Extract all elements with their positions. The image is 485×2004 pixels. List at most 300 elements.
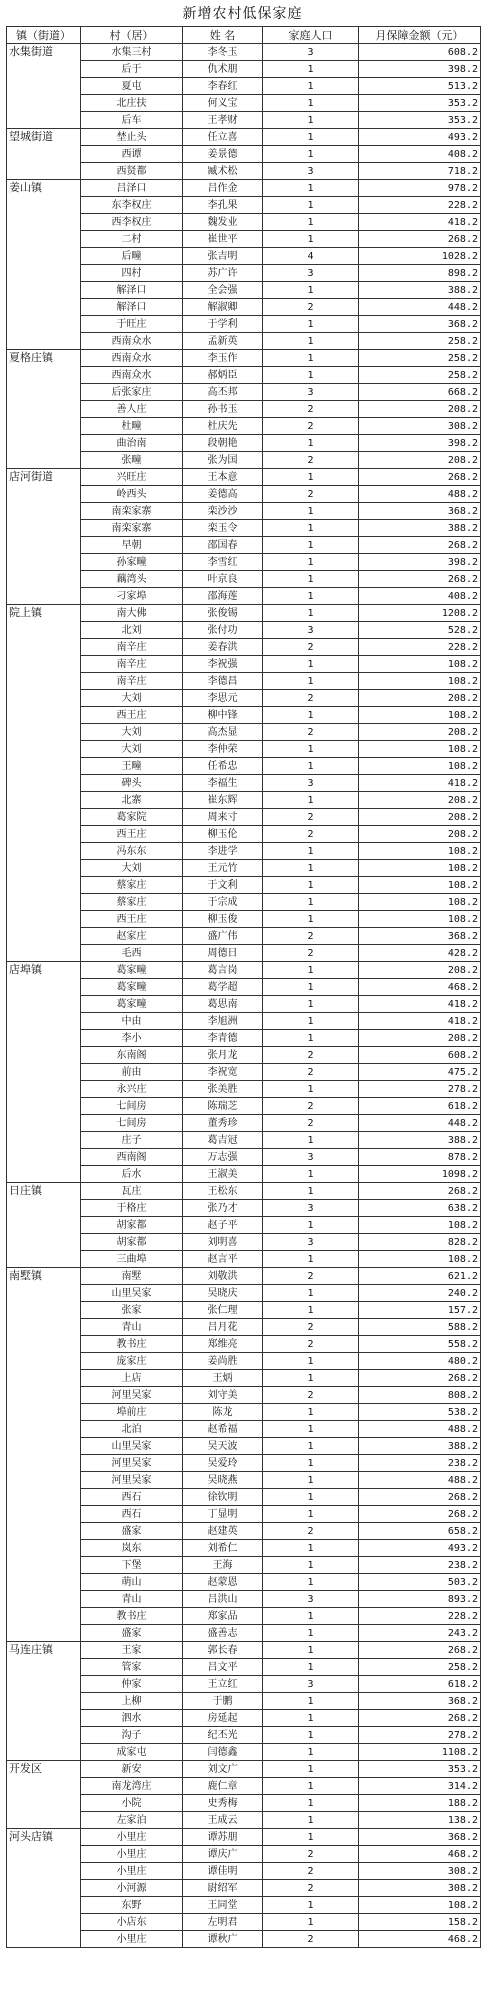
- family-size-cell: 3: [263, 1591, 359, 1608]
- village-cell: 盛家: [81, 1523, 183, 1540]
- village-cell: 后车: [81, 112, 183, 129]
- village-cell: 上店: [81, 1370, 183, 1387]
- village-cell: 河里吴家: [81, 1472, 183, 1489]
- monthly-amount-cell: 268.2: [359, 1370, 481, 1387]
- name-cell: 姜景德: [183, 146, 263, 163]
- name-cell: 王松东: [183, 1183, 263, 1200]
- name-cell: 吴晓燕: [183, 1472, 263, 1489]
- family-size-cell: 1: [263, 1455, 359, 1472]
- monthly-amount-cell: 353.2: [359, 95, 481, 112]
- monthly-amount-cell: 618.2: [359, 1676, 481, 1693]
- village-cell: 西石: [81, 1489, 183, 1506]
- village-cell: 小里庄: [81, 1863, 183, 1880]
- family-size-cell: 2: [263, 401, 359, 418]
- name-cell: 李福生: [183, 775, 263, 792]
- name-cell: 张付功: [183, 622, 263, 639]
- village-cell: 蔡家庄: [81, 894, 183, 911]
- name-cell: 王孝财: [183, 112, 263, 129]
- monthly-amount-cell: 658.2: [359, 1523, 481, 1540]
- family-size-cell: 1: [263, 1183, 359, 1200]
- village-cell: 南大佛: [81, 605, 183, 622]
- monthly-amount-cell: 108.2: [359, 758, 481, 775]
- name-cell: 徐钦明: [183, 1489, 263, 1506]
- monthly-amount-cell: 718.2: [359, 163, 481, 180]
- village-cell: 庞家庄: [81, 1353, 183, 1370]
- name-cell: 葛思南: [183, 996, 263, 1013]
- monthly-amount-cell: 368.2: [359, 1829, 481, 1846]
- family-size-cell: 1: [263, 588, 359, 605]
- monthly-amount-cell: 480.2: [359, 1353, 481, 1370]
- name-cell: 鹿仁章: [183, 1778, 263, 1795]
- family-size-cell: 1: [263, 1302, 359, 1319]
- monthly-amount-cell: 108.2: [359, 707, 481, 724]
- table-row: [7, 350, 481, 367]
- monthly-amount-cell: 513.2: [359, 78, 481, 95]
- table-row: [7, 129, 481, 146]
- village-cell: 青山: [81, 1319, 183, 1336]
- village-cell: 北庄扶: [81, 95, 183, 112]
- name-cell: 李冬玉: [183, 44, 263, 61]
- village-cell: 北寨: [81, 792, 183, 809]
- town-cell: 南墅镇: [7, 1268, 81, 1642]
- village-cell: 大刘: [81, 860, 183, 877]
- village-cell: 赵家庄: [81, 928, 183, 945]
- name-cell: 周德日: [183, 945, 263, 962]
- family-size-cell: 1: [263, 673, 359, 690]
- monthly-amount-cell: 488.2: [359, 1421, 481, 1438]
- village-cell: 东李权庄: [81, 197, 183, 214]
- name-cell: 于宗成: [183, 894, 263, 911]
- monthly-amount-cell: 1208.2: [359, 605, 481, 622]
- family-size-cell: 1: [263, 1557, 359, 1574]
- family-size-cell: 1: [263, 1506, 359, 1523]
- village-cell: 南辛庄: [81, 656, 183, 673]
- family-size-cell: 3: [263, 622, 359, 639]
- village-cell: 西贤都: [81, 163, 183, 180]
- header-family-size: 家庭人口: [263, 27, 359, 44]
- name-cell: 姜春洪: [183, 639, 263, 656]
- family-size-cell: 1: [263, 860, 359, 877]
- village-cell: 小河源: [81, 1880, 183, 1897]
- monthly-amount-cell: 158.2: [359, 1914, 481, 1931]
- name-cell: 姜尚胜: [183, 1353, 263, 1370]
- family-size-cell: 2: [263, 1319, 359, 1336]
- family-size-cell: 1: [263, 520, 359, 537]
- name-cell: 葛言岗: [183, 962, 263, 979]
- family-size-cell: 1: [263, 537, 359, 554]
- monthly-amount-cell: 228.2: [359, 639, 481, 656]
- name-cell: 刘文广: [183, 1761, 263, 1778]
- monthly-amount-cell: 208.2: [359, 962, 481, 979]
- family-size-cell: 1: [263, 962, 359, 979]
- family-size-cell: 2: [263, 1863, 359, 1880]
- name-cell: 孙书玉: [183, 401, 263, 418]
- name-cell: 王炳: [183, 1370, 263, 1387]
- village-cell: 北刘: [81, 622, 183, 639]
- village-cell: 张疃: [81, 452, 183, 469]
- header-row: [7, 27, 481, 44]
- village-cell: 河里吴家: [81, 1387, 183, 1404]
- table-row: [7, 1183, 481, 1200]
- village-cell: 萌山: [81, 1574, 183, 1591]
- village-cell: 葛家院: [81, 809, 183, 826]
- document-title: 新增农村低保家庭: [182, 6, 303, 22]
- monthly-amount-cell: 538.2: [359, 1404, 481, 1421]
- village-cell: 西南众水: [81, 333, 183, 350]
- village-cell: 南辛庄: [81, 639, 183, 656]
- family-size-cell: 1: [263, 1166, 359, 1183]
- name-cell: 李玉作: [183, 350, 263, 367]
- table-row: [7, 1829, 481, 1846]
- village-cell: 胡家都: [81, 1217, 183, 1234]
- name-cell: 王海: [183, 1557, 263, 1574]
- monthly-amount-cell: 893.2: [359, 1591, 481, 1608]
- name-cell: 姜德高: [183, 486, 263, 503]
- monthly-amount-cell: 878.2: [359, 1149, 481, 1166]
- monthly-amount-cell: 418.2: [359, 775, 481, 792]
- family-size-cell: 3: [263, 1149, 359, 1166]
- name-cell: 李春红: [183, 78, 263, 95]
- village-cell: 冯东东: [81, 843, 183, 860]
- village-cell: 四村: [81, 265, 183, 282]
- village-cell: 兴旺庄: [81, 469, 183, 486]
- family-size-cell: 1: [263, 1421, 359, 1438]
- monthly-amount-cell: 588.2: [359, 1319, 481, 1336]
- family-size-cell: 1: [263, 1778, 359, 1795]
- monthly-amount-cell: 108.2: [359, 656, 481, 673]
- family-size-cell: 1: [263, 741, 359, 758]
- monthly-amount-cell: 268.2: [359, 231, 481, 248]
- monthly-amount-cell: 408.2: [359, 588, 481, 605]
- village-cell: 青山: [81, 1591, 183, 1608]
- name-cell: 于鹏: [183, 1693, 263, 1710]
- family-size-cell: 1: [263, 1081, 359, 1098]
- monthly-amount-cell: 108.2: [359, 860, 481, 877]
- family-size-cell: 1: [263, 894, 359, 911]
- name-cell: 仇术朋: [183, 61, 263, 78]
- name-cell: 谭秋广: [183, 1931, 263, 1948]
- name-cell: 高丕邦: [183, 384, 263, 401]
- name-cell: 苏广许: [183, 265, 263, 282]
- monthly-amount-cell: 108.2: [359, 1251, 481, 1268]
- village-cell: 仲家: [81, 1676, 183, 1693]
- name-cell: 吴天波: [183, 1438, 263, 1455]
- monthly-amount-cell: 208.2: [359, 690, 481, 707]
- family-size-cell: 1: [263, 554, 359, 571]
- monthly-amount-cell: 493.2: [359, 129, 481, 146]
- name-cell: 王成云: [183, 1812, 263, 1829]
- village-cell: 碑头: [81, 775, 183, 792]
- village-cell: 南栾家寨: [81, 503, 183, 520]
- name-cell: 王同堂: [183, 1897, 263, 1914]
- town-cell: 马连庄镇: [7, 1642, 81, 1761]
- family-size-cell: 3: [263, 44, 359, 61]
- village-cell: 三曲埠: [81, 1251, 183, 1268]
- name-cell: 刘守美: [183, 1387, 263, 1404]
- family-size-cell: 2: [263, 826, 359, 843]
- family-size-cell: 1: [263, 1472, 359, 1489]
- monthly-amount-cell: 108.2: [359, 673, 481, 690]
- village-cell: 沟子: [81, 1727, 183, 1744]
- village-cell: 小院: [81, 1795, 183, 1812]
- village-cell: 西南众水: [81, 367, 183, 384]
- village-cell: 庄子: [81, 1132, 183, 1149]
- name-cell: 郑维亮: [183, 1336, 263, 1353]
- name-cell: 张吉明: [183, 248, 263, 265]
- family-size-cell: 2: [263, 486, 359, 503]
- name-cell: 任希忠: [183, 758, 263, 775]
- family-size-cell: 1: [263, 1438, 359, 1455]
- family-size-cell: 1: [263, 1013, 359, 1030]
- name-cell: 董秀珍: [183, 1115, 263, 1132]
- village-cell: 教书庄: [81, 1336, 183, 1353]
- village-cell: 山里吴家: [81, 1438, 183, 1455]
- family-size-cell: 1: [263, 1370, 359, 1387]
- monthly-amount-cell: 398.2: [359, 435, 481, 452]
- monthly-amount-cell: 268.2: [359, 1506, 481, 1523]
- monthly-amount-cell: 388.2: [359, 1438, 481, 1455]
- name-cell: 张俊锡: [183, 605, 263, 622]
- name-cell: 吕文平: [183, 1659, 263, 1676]
- table-row: [7, 1268, 481, 1285]
- family-size-cell: 1: [263, 605, 359, 622]
- monthly-amount-cell: 408.2: [359, 146, 481, 163]
- family-size-cell: 2: [263, 452, 359, 469]
- family-size-cell: 2: [263, 639, 359, 656]
- name-cell: 赵子平: [183, 1217, 263, 1234]
- village-cell: 蔡家庄: [81, 877, 183, 894]
- family-size-cell: 1: [263, 707, 359, 724]
- monthly-amount-cell: 621.2: [359, 1268, 481, 1285]
- village-cell: 小里庄: [81, 1846, 183, 1863]
- name-cell: 孟新英: [183, 333, 263, 350]
- family-size-cell: 1: [263, 1625, 359, 1642]
- name-cell: 张美胜: [183, 1081, 263, 1098]
- monthly-amount-cell: 398.2: [359, 61, 481, 78]
- village-cell: 山里吴家: [81, 1285, 183, 1302]
- family-size-cell: 1: [263, 1353, 359, 1370]
- village-cell: 埠前庄: [81, 1404, 183, 1421]
- village-cell: 小里庄: [81, 1931, 183, 1948]
- name-cell: 王淑美: [183, 1166, 263, 1183]
- name-cell: 李仲荣: [183, 741, 263, 758]
- name-cell: 李思元: [183, 690, 263, 707]
- name-cell: 全会强: [183, 282, 263, 299]
- village-cell: 孙家疃: [81, 554, 183, 571]
- name-cell: 盛善志: [183, 1625, 263, 1642]
- monthly-amount-cell: 388.2: [359, 1132, 481, 1149]
- monthly-amount-cell: 638.2: [359, 1200, 481, 1217]
- name-cell: 李德昌: [183, 673, 263, 690]
- village-cell: 二村: [81, 231, 183, 248]
- name-cell: 李祝强: [183, 656, 263, 673]
- family-size-cell: 1: [263, 1795, 359, 1812]
- monthly-amount-cell: 368.2: [359, 1693, 481, 1710]
- family-size-cell: 2: [263, 1523, 359, 1540]
- village-cell: 后疃: [81, 248, 183, 265]
- table-row: [7, 605, 481, 622]
- family-size-cell: 1: [263, 1574, 359, 1591]
- village-cell: 刁家埠: [81, 588, 183, 605]
- monthly-amount-cell: 448.2: [359, 1115, 481, 1132]
- name-cell: 陈瑞芝: [183, 1098, 263, 1115]
- village-cell: 张家: [81, 1302, 183, 1319]
- monthly-amount-cell: 208.2: [359, 724, 481, 741]
- village-cell: 葛家疃: [81, 962, 183, 979]
- monthly-amount-cell: 468.2: [359, 1931, 481, 1948]
- village-cell: 后于: [81, 61, 183, 78]
- village-cell: 于格庄: [81, 1200, 183, 1217]
- monthly-amount-cell: 208.2: [359, 809, 481, 826]
- name-cell: 解淑卿: [183, 299, 263, 316]
- name-cell: 李青德: [183, 1030, 263, 1047]
- family-size-cell: 2: [263, 809, 359, 826]
- table-row: [7, 180, 481, 197]
- family-size-cell: 1: [263, 1829, 359, 1846]
- village-cell: 永兴庄: [81, 1081, 183, 1098]
- monthly-amount-cell: 418.2: [359, 996, 481, 1013]
- monthly-amount-cell: 108.2: [359, 1217, 481, 1234]
- village-cell: 下堡: [81, 1557, 183, 1574]
- family-size-cell: 1: [263, 78, 359, 95]
- village-cell: 盛家: [81, 1625, 183, 1642]
- name-cell: 于学利: [183, 316, 263, 333]
- village-cell: 夏屯: [81, 78, 183, 95]
- family-size-cell: 2: [263, 418, 359, 435]
- monthly-amount-cell: 618.2: [359, 1098, 481, 1115]
- family-size-cell: 1: [263, 503, 359, 520]
- monthly-amount-cell: 258.2: [359, 350, 481, 367]
- name-cell: 吕作金: [183, 180, 263, 197]
- monthly-amount-cell: 448.2: [359, 299, 481, 316]
- name-cell: 李旭洲: [183, 1013, 263, 1030]
- family-size-cell: 1: [263, 877, 359, 894]
- family-size-cell: 1: [263, 979, 359, 996]
- name-cell: 张为国: [183, 452, 263, 469]
- family-size-cell: 1: [263, 61, 359, 78]
- family-size-cell: 1: [263, 1030, 359, 1047]
- monthly-amount-cell: 208.2: [359, 452, 481, 469]
- monthly-amount-cell: 240.2: [359, 1285, 481, 1302]
- village-cell: 西李权庄: [81, 214, 183, 231]
- family-size-cell: 1: [263, 656, 359, 673]
- village-cell: 南墅: [81, 1268, 183, 1285]
- family-size-cell: 1: [263, 129, 359, 146]
- name-cell: 郭长春: [183, 1642, 263, 1659]
- family-size-cell: 1: [263, 1217, 359, 1234]
- village-cell: 小店东: [81, 1914, 183, 1931]
- village-cell: 西王庄: [81, 911, 183, 928]
- village-cell: 早朝: [81, 537, 183, 554]
- monthly-amount-cell: 208.2: [359, 826, 481, 843]
- village-cell: 北泊: [81, 1421, 183, 1438]
- name-cell: 丁显明: [183, 1506, 263, 1523]
- monthly-amount-cell: 314.2: [359, 1778, 481, 1795]
- name-cell: 葛学超: [183, 979, 263, 996]
- family-size-cell: 2: [263, 1268, 359, 1285]
- name-cell: 李雪红: [183, 554, 263, 571]
- family-size-cell: 3: [263, 265, 359, 282]
- family-size-cell: 2: [263, 1047, 359, 1064]
- family-size-cell: 1: [263, 911, 359, 928]
- monthly-amount-cell: 238.2: [359, 1455, 481, 1472]
- name-cell: 柳玉俊: [183, 911, 263, 928]
- header-name: 姓 名: [183, 27, 263, 44]
- monthly-amount-cell: 188.2: [359, 1795, 481, 1812]
- family-size-cell: 1: [263, 435, 359, 452]
- name-cell: 赵希福: [183, 1421, 263, 1438]
- family-size-cell: 1: [263, 214, 359, 231]
- family-size-cell: 1: [263, 1489, 359, 1506]
- monthly-amount-cell: 528.2: [359, 622, 481, 639]
- family-size-cell: 1: [263, 1659, 359, 1676]
- monthly-amount-cell: 268.2: [359, 537, 481, 554]
- village-cell: 大刘: [81, 741, 183, 758]
- family-size-cell: 1: [263, 843, 359, 860]
- village-cell: 管家: [81, 1659, 183, 1676]
- monthly-amount-cell: 238.2: [359, 1557, 481, 1574]
- monthly-amount-cell: 278.2: [359, 1727, 481, 1744]
- name-cell: 李孔果: [183, 197, 263, 214]
- name-cell: 葛吉冠: [183, 1132, 263, 1149]
- family-size-cell: 3: [263, 1200, 359, 1217]
- monthly-amount-cell: 308.2: [359, 1863, 481, 1880]
- monthly-amount-cell: 503.2: [359, 1574, 481, 1591]
- monthly-amount-cell: 258.2: [359, 367, 481, 384]
- village-cell: 新安: [81, 1761, 183, 1778]
- monthly-amount-cell: 608.2: [359, 44, 481, 61]
- village-cell: 七间房: [81, 1098, 183, 1115]
- monthly-amount-cell: 388.2: [359, 520, 481, 537]
- monthly-amount-cell: 268.2: [359, 469, 481, 486]
- family-size-cell: 3: [263, 384, 359, 401]
- family-size-cell: 2: [263, 1064, 359, 1081]
- name-cell: 吕洪山: [183, 1591, 263, 1608]
- monthly-amount-cell: 157.2: [359, 1302, 481, 1319]
- town-cell: 水集街道: [7, 44, 81, 129]
- family-size-cell: 1: [263, 1812, 359, 1829]
- village-cell: 七间房: [81, 1115, 183, 1132]
- name-cell: 闫德鑫: [183, 1744, 263, 1761]
- table-row: [7, 962, 481, 979]
- family-size-cell: 1: [263, 1404, 359, 1421]
- village-cell: 泗水: [81, 1710, 183, 1727]
- name-cell: 赵言平: [183, 1251, 263, 1268]
- village-cell: 河里吴家: [81, 1455, 183, 1472]
- village-cell: 善人庄: [81, 401, 183, 418]
- town-cell: 店河街道: [7, 469, 81, 605]
- village-cell: 后水: [81, 1166, 183, 1183]
- family-size-cell: 1: [263, 95, 359, 112]
- name-cell: 王本意: [183, 469, 263, 486]
- family-size-cell: 1: [263, 282, 359, 299]
- family-size-cell: 2: [263, 299, 359, 316]
- name-cell: 周来寸: [183, 809, 263, 826]
- name-cell: 于文利: [183, 877, 263, 894]
- name-cell: 柳玉伦: [183, 826, 263, 843]
- village-cell: 南栾家寨: [81, 520, 183, 537]
- monthly-amount-cell: 493.2: [359, 1540, 481, 1557]
- family-size-cell: 1: [263, 1693, 359, 1710]
- monthly-amount-cell: 208.2: [359, 792, 481, 809]
- monthly-amount-cell: 353.2: [359, 112, 481, 129]
- village-cell: 前由: [81, 1064, 183, 1081]
- name-cell: 栾沙沙: [183, 503, 263, 520]
- family-size-cell: 1: [263, 197, 359, 214]
- name-cell: 万志强: [183, 1149, 263, 1166]
- family-size-cell: 1: [263, 112, 359, 129]
- monthly-amount-cell: 398.2: [359, 554, 481, 571]
